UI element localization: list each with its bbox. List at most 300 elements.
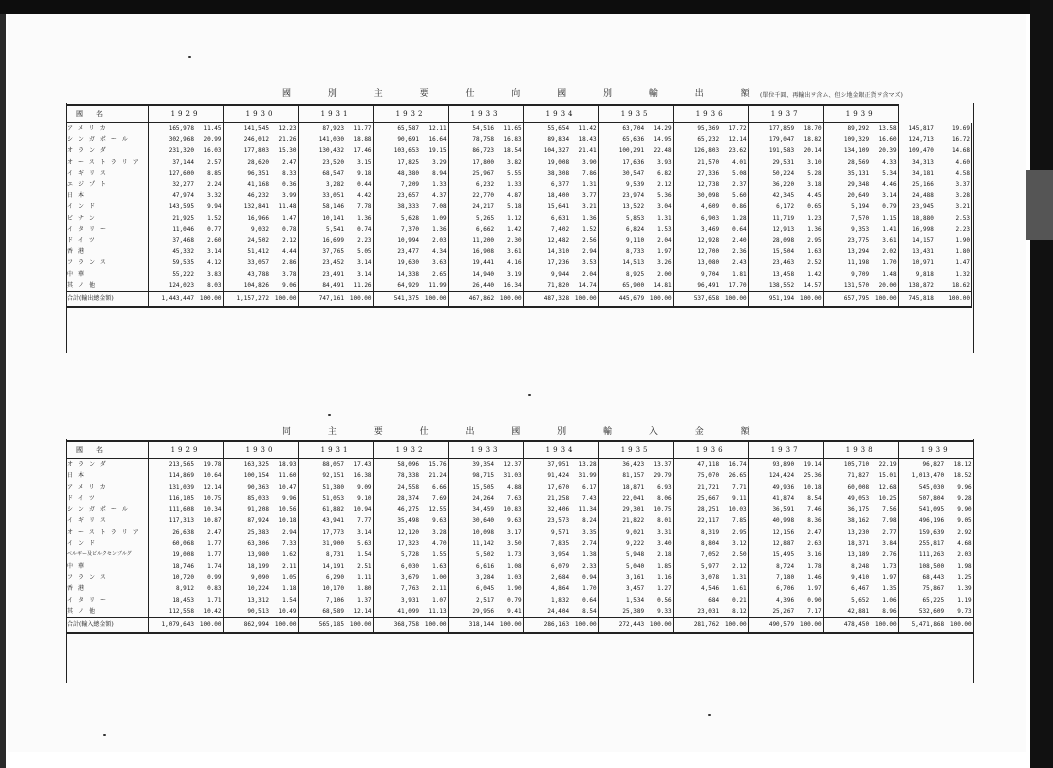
percent-cell: 9.05	[945, 515, 973, 526]
amount-cell: 7,106	[325, 596, 345, 604]
amount-cell: 25,383	[247, 528, 270, 536]
amount-cell: 19,441	[472, 259, 495, 267]
table-row	[66, 583, 973, 594]
amount-cell: 684	[708, 596, 720, 604]
amount-cell: 163,325	[243, 461, 270, 468]
amount-cell: 532,609	[918, 607, 945, 615]
percent-cell: 8.85	[195, 168, 223, 179]
year-header: 1932	[373, 105, 448, 123]
amount-cell: 3,284	[476, 573, 495, 581]
percent-cell: 9.96	[945, 482, 973, 493]
total-percent-cell: 100.00	[720, 292, 748, 308]
amount-cell: 55,654	[547, 125, 570, 132]
amount-cell: 65,232	[697, 136, 720, 144]
amount-cell: 23,573	[547, 517, 570, 525]
year-header: 1937	[748, 441, 823, 459]
percent-cell: 1.54	[345, 549, 373, 560]
total-amount-cell: 747,161	[298, 292, 345, 308]
amount-cell: 5,040	[626, 562, 645, 570]
amount-cell: 3,954	[551, 551, 570, 559]
amount-cell: 143,595	[168, 203, 194, 211]
amount-cell: 28,569	[847, 158, 870, 166]
percent-cell: 1.35	[870, 583, 898, 594]
amount-cell: 21,258	[547, 494, 570, 502]
amount-cell: 13,980	[247, 551, 270, 559]
percent-cell: 3.10	[795, 157, 823, 168]
percent-cell: 1.71	[195, 595, 223, 606]
percent-cell: 16.34	[495, 280, 523, 292]
percent-cell: 1.05	[270, 572, 298, 583]
amount-cell: 33,057	[247, 259, 270, 267]
amount-cell: 11,719	[772, 214, 795, 222]
amount-cell: 141,545	[243, 125, 270, 132]
scan-border-left	[0, 0, 6, 768]
amount-cell: 100,291	[618, 147, 645, 155]
total-percent-cell: 100.00	[870, 292, 898, 308]
table-row	[66, 515, 973, 526]
percent-cell: 2.43	[720, 257, 748, 268]
amount-cell: 68,547	[322, 169, 345, 177]
percent-cell: 2.52	[795, 257, 823, 268]
amount-cell: 22,770	[472, 192, 495, 200]
total-amount-cell: 478,450	[823, 618, 870, 634]
total-amount-cell: 951,194	[748, 292, 795, 308]
table1-unit-note: (單位千圓、再輸出ヲ含ム、但シ地金銀正貨ヲ含マズ)	[760, 92, 903, 99]
amount-cell: 13,080	[697, 259, 720, 267]
percent-cell: 3.99	[270, 190, 298, 201]
total-percent-cell: 100.00	[270, 292, 298, 308]
percent-cell: 0.44	[345, 179, 373, 190]
total-percent-cell: 100.00	[945, 618, 973, 634]
percent-cell: 7.08	[420, 201, 448, 212]
table-row	[66, 493, 973, 504]
percent-cell: 18.52	[945, 470, 973, 481]
amount-cell: 24,404	[547, 607, 570, 615]
percent-cell: 2.95	[720, 527, 748, 538]
amount-cell: 6,172	[776, 203, 795, 211]
amount-cell: 12,156	[772, 528, 795, 536]
year-header: 1930	[223, 441, 298, 459]
percent-cell: 11.60	[270, 470, 298, 481]
percent-cell: 3.78	[270, 269, 298, 280]
amount-cell: 1,013,470	[911, 472, 945, 480]
percent-cell: 1.98	[945, 561, 973, 572]
amount-cell: 2,517	[476, 596, 495, 604]
percent-cell: 1.39	[945, 583, 973, 594]
percent-cell: 1.73	[495, 549, 523, 560]
amount-cell: 109,470	[908, 147, 934, 155]
percent-cell: 4.42	[345, 190, 373, 201]
amount-cell: 16,908	[472, 248, 495, 256]
amount-cell: 4,864	[551, 585, 570, 593]
percent-cell: 1.97	[795, 583, 823, 594]
amount-cell: 96,827	[922, 461, 945, 468]
scan-speck	[103, 734, 106, 736]
country-name: 香港	[66, 246, 148, 257]
amount-cell: 1,832	[551, 596, 570, 604]
percent-cell: 2.23	[935, 224, 972, 235]
amount-cell: 41,099	[397, 607, 420, 615]
percent-cell: 2.12	[645, 179, 673, 190]
percent-cell: 20.99	[195, 134, 223, 145]
amount-cell: 86,723	[472, 147, 495, 155]
amount-cell: 138,552	[768, 281, 795, 289]
percent-cell: 1.52	[195, 213, 223, 224]
amount-cell: 28,251	[697, 506, 720, 514]
amount-cell: 49,053	[847, 494, 870, 502]
total-amount-cell: 1,443,447	[148, 292, 195, 308]
amount-cell: 9,539	[626, 181, 645, 189]
amount-cell: 13,189	[847, 551, 870, 559]
amount-cell: 65,225	[922, 596, 945, 604]
amount-cell: 24,558	[397, 483, 420, 491]
amount-cell: 5,977	[701, 562, 720, 570]
amount-cell: 30,098	[697, 192, 720, 200]
total-percent-cell: 100.00	[195, 292, 223, 308]
amount-cell: 114,869	[168, 472, 194, 480]
country-name: アメリカ	[66, 123, 148, 135]
amount-cell: 37,144	[172, 158, 194, 166]
percent-cell: 4.70	[420, 538, 448, 549]
table-row	[66, 280, 972, 292]
amount-cell: 71,820	[547, 281, 570, 289]
percent-cell: 2.30	[495, 235, 523, 246]
amount-cell: 14,191	[322, 562, 345, 570]
total-percent-cell: 100.00	[420, 292, 448, 308]
percent-cell: 1.31	[645, 213, 673, 224]
percent-cell: 7.43	[570, 493, 598, 504]
percent-cell: 2.00	[645, 269, 673, 280]
percent-cell: 3.26	[645, 257, 673, 268]
percent-cell: 17.70	[720, 280, 748, 292]
amount-cell: 29,348	[847, 181, 870, 189]
percent-cell: 3.21	[935, 201, 972, 212]
percent-cell: 2.24	[195, 179, 223, 190]
amount-cell: 65,900	[622, 281, 645, 289]
amount-cell: 40,998	[772, 517, 795, 525]
percent-cell: 1.73	[870, 561, 898, 572]
amount-cell: 96,491	[697, 281, 720, 289]
percent-cell: 4.68	[945, 538, 973, 549]
scan-speck	[188, 56, 191, 58]
percent-cell: 12.14	[720, 134, 748, 145]
country-name: シンガポール	[66, 134, 148, 145]
total-amount-cell: 1,079,643	[148, 618, 195, 634]
amount-cell: 35,131	[847, 169, 870, 177]
amount-cell: 100,154	[243, 472, 270, 480]
amount-cell: 20,649	[847, 192, 870, 200]
amount-cell: 6,631	[551, 214, 570, 222]
amount-cell: 5,502	[476, 551, 495, 559]
percent-cell: 2.40	[720, 235, 748, 246]
percent-cell: 1.11	[345, 572, 373, 583]
percent-cell: 1.33	[420, 179, 448, 190]
amount-cell: 25,389	[622, 607, 645, 615]
amount-cell: 19,630	[397, 259, 420, 267]
amount-cell: 6,616	[476, 562, 495, 570]
amount-cell: 14,940	[472, 270, 495, 278]
amount-cell: 27,336	[697, 169, 720, 177]
percent-cell: 10.75	[195, 493, 223, 504]
table2-title: 同 主 要 仕 出 國 別 輸 入 金 額	[282, 427, 767, 437]
percent-cell: 1.80	[935, 246, 972, 257]
total-amount-cell: 537,658	[673, 292, 720, 308]
amount-cell: 3,161	[626, 573, 645, 581]
country-name: 中華	[66, 269, 148, 280]
percent-cell: 8.54	[795, 493, 823, 504]
amount-cell: 63,704	[622, 125, 645, 132]
percent-cell: 3.32	[195, 190, 223, 201]
percent-cell: 0.78	[270, 224, 298, 235]
percent-cell: 10.03	[720, 504, 748, 515]
scan-speck	[328, 414, 331, 416]
percent-cell: 9.09	[345, 482, 373, 493]
amount-cell: 23,463	[772, 259, 795, 267]
amount-cell: 39,354	[472, 461, 495, 468]
percent-cell: 8.06	[645, 493, 673, 504]
amount-cell: 2,684	[551, 573, 570, 581]
table-row	[66, 527, 973, 538]
percent-cell: 3.14	[345, 527, 373, 538]
country-header: 國 名	[66, 105, 148, 123]
amount-cell: 109,329	[843, 136, 870, 144]
amount-cell: 54,516	[472, 125, 495, 132]
amount-cell: 78,338	[397, 472, 420, 480]
amount-cell: 213,565	[168, 461, 194, 468]
percent-cell: 3.14	[345, 257, 373, 268]
percent-cell: 2.11	[270, 561, 298, 572]
amount-cell: 9,818	[915, 270, 934, 278]
amount-cell: 68,589	[322, 607, 345, 615]
amount-cell: 63,306	[247, 540, 270, 548]
percent-cell: 6.93	[645, 482, 673, 493]
amount-cell: 13,458	[772, 270, 795, 278]
amount-cell: 10,170	[322, 585, 345, 593]
amount-cell: 112,558	[168, 607, 194, 615]
amount-cell: 43,788	[247, 270, 270, 278]
country-name: イタリー	[66, 224, 148, 235]
amount-cell: 24,264	[472, 494, 495, 502]
amount-cell: 25,967	[472, 169, 495, 177]
amount-cell: 231,320	[168, 147, 194, 155]
percent-cell: 17.72	[720, 123, 748, 135]
percent-cell: 12.11	[420, 123, 448, 135]
amount-cell: 87,923	[322, 125, 345, 132]
percent-cell: 1.48	[870, 269, 898, 280]
amount-cell: 5,628	[400, 214, 420, 222]
amount-cell: 9,110	[626, 237, 645, 245]
percent-cell: 0.64	[570, 595, 598, 606]
percent-cell: 2.12	[720, 561, 748, 572]
percent-cell: 1.42	[795, 269, 823, 280]
amount-cell: 43,941	[322, 517, 345, 525]
percent-cell: 4.58	[935, 168, 972, 179]
amount-cell: 24,502	[247, 237, 270, 245]
percent-cell: 1.90	[935, 235, 972, 246]
percent-cell: 3.50	[495, 538, 523, 549]
percent-cell: 0.56	[645, 595, 673, 606]
percent-cell: 1.70	[570, 583, 598, 594]
amount-cell: 21,721	[697, 483, 720, 491]
percent-cell: 17.46	[345, 145, 373, 156]
percent-cell: 7.69	[420, 493, 448, 504]
percent-cell: 3.14	[345, 269, 373, 280]
percent-cell: 20.14	[795, 145, 823, 156]
amount-cell: 18,371	[847, 540, 870, 548]
total-amount-cell: 565,185	[298, 618, 345, 634]
percent-cell: 16.38	[345, 470, 373, 481]
percent-cell: 10.34	[195, 504, 223, 515]
percent-cell: 1.78	[795, 561, 823, 572]
table-row	[66, 123, 972, 135]
percent-cell: 7.78	[345, 201, 373, 212]
amount-cell: 51,053	[322, 494, 345, 502]
amount-cell: 75,070	[697, 472, 720, 480]
amount-cell: 17,670	[547, 483, 570, 491]
percent-cell: 2.51	[345, 561, 373, 572]
percent-cell: 18.93	[270, 459, 298, 471]
amount-cell: 4,396	[776, 596, 795, 604]
amount-cell: 18,453	[172, 596, 194, 604]
percent-cell: 1.37	[345, 595, 373, 606]
total-amount-cell: 5,471,868	[898, 618, 945, 634]
total-amount-cell: 318,144	[448, 618, 495, 634]
amount-cell: 30,547	[622, 169, 645, 177]
table-row	[66, 246, 972, 257]
percent-cell: 10.94	[345, 504, 373, 515]
percent-cell: 7.77	[345, 515, 373, 526]
total-percent-cell: 100.00	[420, 618, 448, 634]
amount-cell: 541,095	[918, 506, 945, 514]
percent-cell: 1.63	[420, 561, 448, 572]
country-name: フランス	[66, 257, 148, 268]
amount-cell: 12,120	[397, 528, 420, 536]
percent-cell: 4.37	[420, 190, 448, 201]
amount-cell: 6,706	[776, 585, 795, 593]
amount-cell: 8,248	[851, 562, 870, 570]
amount-cell: 71,827	[847, 472, 870, 480]
percent-cell: 11.48	[270, 201, 298, 212]
percent-cell: 2.37	[720, 179, 748, 190]
percent-cell: 5.55	[495, 168, 523, 179]
amount-cell: 38,162	[847, 517, 870, 525]
amount-cell: 47,974	[172, 192, 194, 200]
amount-cell: 5,265	[476, 214, 495, 222]
percent-cell: 1.32	[935, 269, 972, 280]
table-row	[66, 269, 972, 280]
amount-cell: 24,488	[912, 192, 934, 200]
amount-cell: 9,944	[551, 270, 570, 278]
amount-cell: 10,224	[247, 585, 270, 593]
table-row	[66, 572, 973, 583]
amount-cell: 507,804	[918, 494, 945, 502]
percent-cell: 1.36	[345, 213, 373, 224]
amount-cell: 7,763	[400, 585, 420, 593]
amount-cell: 11,142	[472, 540, 495, 548]
amount-cell: 179,047	[768, 136, 795, 144]
amount-cell: 159,639	[918, 528, 945, 536]
percent-cell: 8.01	[645, 515, 673, 526]
amount-cell: 91,208	[247, 506, 270, 514]
percent-cell: 18.54	[495, 145, 523, 156]
percent-cell: 14.68	[935, 145, 972, 156]
amount-cell: 23,520	[322, 158, 345, 166]
percent-cell: 2.74	[570, 538, 598, 549]
percent-cell: 2.02	[870, 246, 898, 257]
percent-cell: 3.19	[495, 269, 523, 280]
percent-cell: 14.81	[645, 280, 673, 292]
total-percent-cell: 100.00	[570, 618, 598, 634]
amount-cell: 10,971	[912, 259, 934, 267]
percent-cell: 2.11	[420, 583, 448, 594]
amount-cell: 29,301	[622, 506, 645, 514]
percent-cell: 1.12	[495, 213, 523, 224]
percent-cell: 3.16	[795, 549, 823, 560]
percent-cell: 3.35	[570, 527, 598, 538]
percent-cell: 9.73	[945, 606, 973, 618]
total-percent-cell: 100.00	[345, 292, 373, 308]
amount-cell: 246,012	[243, 136, 270, 144]
amount-cell: 18,400	[547, 192, 570, 200]
amount-cell: 10,098	[472, 528, 495, 536]
amount-cell: 13,294	[847, 248, 870, 256]
percent-cell: 1.74	[195, 561, 223, 572]
amount-cell: 165,978	[168, 125, 194, 132]
amount-cell: 84,491	[322, 281, 345, 289]
amount-cell: 103,653	[393, 147, 420, 155]
country-name: 中華	[66, 561, 148, 572]
amount-cell: 7,180	[776, 573, 795, 581]
amount-cell: 9,410	[851, 573, 870, 581]
percent-cell: 1.38	[570, 549, 598, 560]
percent-cell: 7.71	[720, 482, 748, 493]
amount-cell: 141,030	[318, 136, 345, 144]
amount-cell: 19,008	[172, 551, 194, 559]
percent-cell: 2.04	[645, 235, 673, 246]
amount-cell: 38,308	[547, 169, 570, 177]
country-name: 其ノ他	[66, 280, 148, 292]
table-row	[66, 257, 972, 268]
amount-cell: 23,452	[322, 259, 345, 267]
percent-cell: 3.37	[935, 179, 972, 190]
percent-cell: 12.14	[345, 606, 373, 618]
percent-cell: 5.28	[795, 168, 823, 179]
percent-cell: 26.65	[720, 470, 748, 481]
percent-cell: 10.42	[195, 606, 223, 618]
total-percent-cell: 100.00	[495, 618, 523, 634]
amount-cell: 90,363	[247, 483, 270, 491]
amount-cell: 14,157	[912, 237, 934, 245]
percent-cell: 1.97	[870, 572, 898, 583]
amount-cell: 17,236	[547, 259, 570, 267]
total-amount-cell: 445,679	[598, 292, 645, 308]
amount-cell: 95,369	[697, 125, 720, 132]
amount-cell: 496,196	[918, 517, 945, 525]
percent-cell: 10.49	[270, 606, 298, 618]
amount-cell: 8,912	[175, 585, 194, 593]
percent-cell: 14.74	[570, 280, 598, 292]
percent-cell: 2.36	[720, 246, 748, 257]
amount-cell: 16,966	[247, 214, 270, 222]
percent-cell: 9.11	[720, 493, 748, 504]
percent-cell: 8.33	[270, 168, 298, 179]
year-header: 1934	[523, 105, 598, 123]
total-row	[66, 292, 972, 308]
year-header: 1934	[523, 441, 598, 459]
percent-cell: 23.62	[720, 145, 748, 156]
percent-cell: 15.76	[420, 459, 448, 471]
amount-cell: 68,443	[922, 573, 945, 581]
